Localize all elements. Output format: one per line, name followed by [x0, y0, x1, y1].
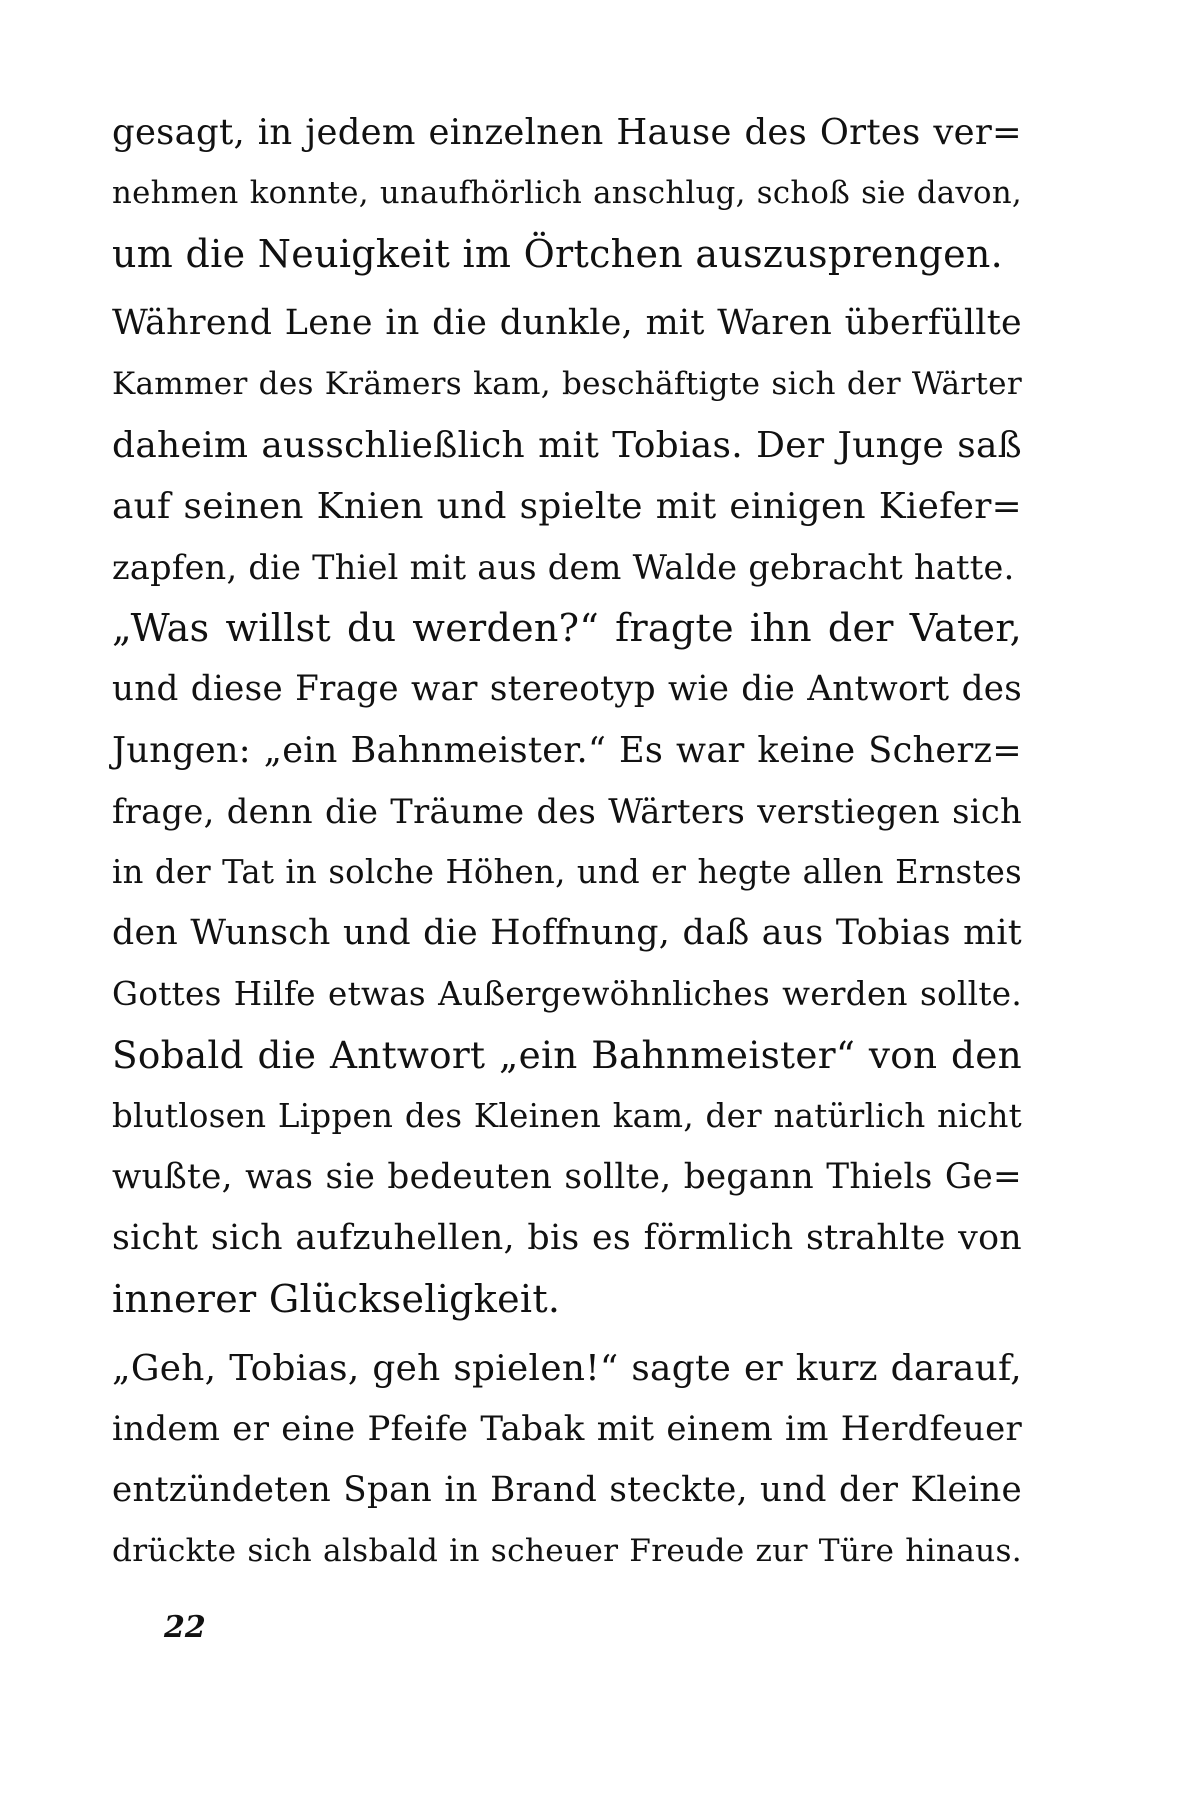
text-line: Gottes Hilfe etwas Außergewöhnliches werden sollte.	[112, 975, 1022, 1013]
text-line: auf seinen Knien und spielte mit einigen Kiefer=	[112, 486, 1022, 527]
paragraph	[112, 293, 1022, 598]
text-line: indem er eine Pfeife Tabak mit einem im Herdfeuer	[112, 1409, 1022, 1449]
text-line: drückte sich alsbald in scheuer Freude zur Türe hinaus.	[112, 1533, 1022, 1569]
paragraph-gap	[112, 285, 1022, 293]
text-line: zapfen, die Thiel mit aus dem Walde gebracht hatte.	[112, 548, 1015, 587]
page-number: 22	[164, 1610, 206, 1645]
paragraph	[112, 1338, 1022, 1582]
text-line: daheim ausschließlich mit Tobias. Der Junge saß	[112, 425, 1022, 466]
text-line: den Wunsch und die Hoffnung, daß aus Tobias mit	[112, 913, 1022, 953]
text-line: Jungen: „ein Bahnmeister.“ Es war keine Scherz=	[112, 730, 1022, 771]
text-line: in der Tat in solche Höhen, und er hegte allen Ernstes	[112, 853, 1022, 891]
text-line: Sobald die Antwort „ein Bahnmeister“ von den	[112, 1033, 1022, 1077]
paragraph	[112, 102, 1022, 285]
text-line: und diese Frage war stereotyp wie die Antwort des	[112, 669, 1022, 709]
text-line: sicht sich aufzuhellen, bis es förmlich strahlte von	[112, 1218, 1022, 1258]
text-line: um die Neuigkeit im Örtchen auszusprengen.	[112, 232, 1004, 276]
body-text	[112, 102, 1022, 1582]
paragraph-gap	[112, 1330, 1022, 1338]
text-line: blutlosen Lippen des Kleinen kam, der natürlich nicht	[112, 1097, 1022, 1135]
text-line: nehmen konnte, unaufhörlich anschlug, schoß sie davon,	[112, 175, 1022, 211]
text-line: frage, denn die Träume des Wärters verstiegen sich	[112, 792, 1022, 831]
text-line: „Was willst du werden?“ fragte ihn der Vater,	[112, 606, 1022, 650]
text-line: wußte, was sie bedeuten sollte, begann Thiels Ge=	[112, 1157, 1022, 1197]
text-line: entzündeten Span in Brand steckte, und der Kleine	[112, 1470, 1022, 1510]
text-line: Kammer des Krämers kam, beschäftigte sich der Wärter	[112, 366, 1022, 402]
text-line: Während Lene in die dunkle, mit Waren überfüllte	[112, 303, 1022, 343]
text-line: innerer Glückseligkeit.	[112, 1277, 561, 1321]
text-line: „Geh, Tobias, geh spielen!“ sagte er kurz darauf,	[112, 1348, 1022, 1389]
paragraph	[112, 598, 1022, 1330]
text-line: gesagt, in jedem einzelnen Hause des Ortes ver=	[112, 112, 1022, 153]
